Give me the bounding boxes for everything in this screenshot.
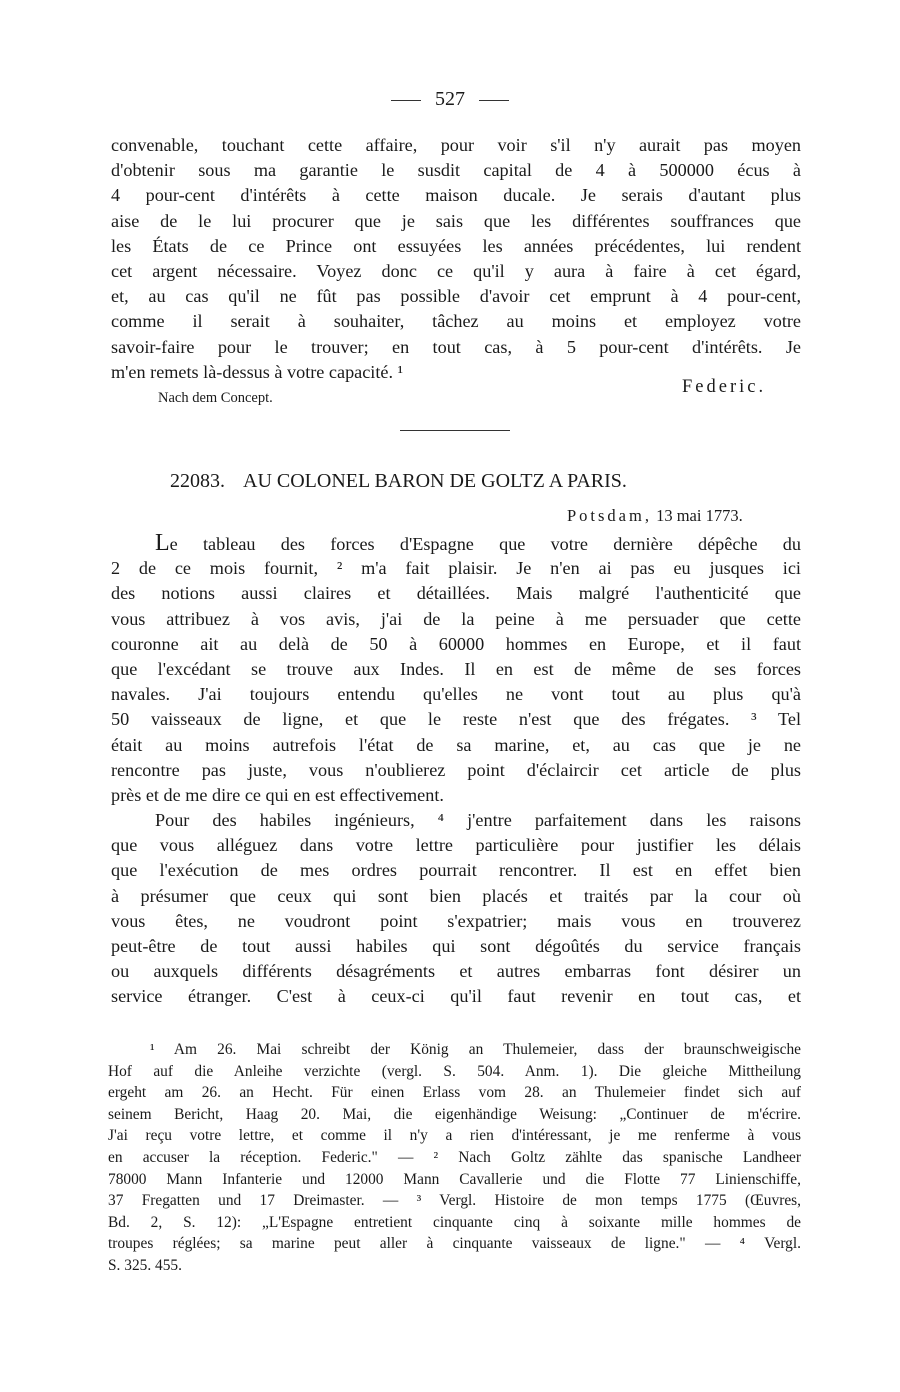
footnote-line: Bd. 2, S. 12): „L'Espagne entretient cinquante cinq à soixante mille hommes de xyxy=(108,1213,801,1231)
text-line: couronne ait au delà de 50 à 60000 hommes en Europe, et il faut xyxy=(111,633,801,654)
header-rule-left xyxy=(391,100,421,101)
text-line: Pour des habiles ingénieurs, ⁴ j'entre parfaitement dans les raisons xyxy=(155,810,801,831)
footnote-line: troupes réglées; sa marine peut aller à cinquante vaisseaux de ligne." — ⁴ Vergl. xyxy=(108,1235,801,1253)
letter-body xyxy=(111,531,801,1010)
footnote-line: seinem Bericht, Haag 20. Mai, die eigenhändige Weisung: „Continuer de m'écrire. xyxy=(108,1105,801,1123)
text-line: que l'exécution de mes ordres pourrait rencontrer. Il est en effet bien xyxy=(111,860,801,881)
header-rule-right xyxy=(479,100,509,101)
text-line: que l'excédant se trouve aux Indes. Il en est de même de ses forces xyxy=(111,658,801,679)
text-line: convenable, touchant cette affaire, pour voir s'il n'y aurait pas moyen xyxy=(111,135,801,155)
text-line: d'obtenir sous ma garantie le susdit capital de 4 à 500000 écus à xyxy=(111,160,801,181)
footnote-line: S. 325. 455. xyxy=(108,1256,182,1274)
first-line-text: e tableau des forces d'Espagne que votre dernière dépêche du xyxy=(169,534,801,554)
text-line: des notions aussi claires et détaillées. Mais malgré l'authenticité que xyxy=(111,583,801,604)
footnote-line: Hof auf die Anleihe verzichte (vergl. S. 504. Anm. 1). Die gleiche Mittheilung xyxy=(108,1062,801,1080)
footnote-line: J'ai reçu votre lettre, et comme il n'y a rien d'intéressant, je me renferme à vous xyxy=(108,1127,801,1145)
text-line: savoir-faire pour le trouver; en tout cas, à 5 pour-cent d'intérêts. Je xyxy=(111,336,801,357)
letter-dateline xyxy=(567,506,743,526)
text-line: 4 pour-cent d'intérêts à cette maison ducale. Je serais d'autant plus xyxy=(111,185,801,206)
text-line: vous êtes, ne voudront point s'expatrier; mais vous en trouverez xyxy=(111,910,801,931)
text-line: navales. J'ai toujours entendu qu'elles ne vont tout au plus qu'à xyxy=(111,684,801,705)
text-line: était au moins autrefois l'état de sa marine, et, au cas que je ne xyxy=(111,734,801,755)
text-line: et, au cas qu'il ne fût pas possible d'avoir cet emprunt à 4 pour-cent, xyxy=(111,286,801,307)
text-line: m'en remets là-dessus à votre capacité. ¹ xyxy=(111,361,404,382)
text-line: aise de le lui procurer que je sais que les différentes souffrances que xyxy=(111,210,801,231)
text-line: les États de ce Prince ont essuyées les années précédentes, lui rendent xyxy=(111,235,801,256)
letter-number: 22083. xyxy=(170,470,225,492)
text-line: ou auxquels différents désagréments et autres embarras font désirer un xyxy=(111,961,801,982)
footnote-line: ergeht am 26. an Hecht. Für einen Erlass vom 28. an Thulemeier findet sich auf xyxy=(108,1084,801,1102)
text-line: cet argent nécessaire. Voyez donc ce qu'il y aura à faire à cet égard, xyxy=(111,260,801,281)
footnote-line: ¹ Am 26. Mai schreibt der König an Thulemeier, dass der braunschweigische xyxy=(150,1041,801,1058)
section-divider xyxy=(400,430,510,431)
page-number-header xyxy=(0,88,900,111)
signature: Federic. xyxy=(682,377,767,397)
text-line: comme il serait à souhaiter, tâchez au moins et employez votre xyxy=(111,311,801,332)
text-line: à présumer que ceux qui sont bien placés et traités par la cour où xyxy=(111,885,801,906)
text-line: 2 de ce mois fournit, ² m'a fait plaisir. Je n'en ai pas eu jusques ici xyxy=(111,558,801,579)
text-line-first xyxy=(111,531,801,556)
drop-letter: L xyxy=(155,530,170,556)
text-line: peut-être de tout aussi habiles qui sont dégoûtés du service français xyxy=(111,936,801,956)
text-line: vous attribuez à vos avis, j'ai de la peine à me persuader que cette xyxy=(111,608,801,629)
footnote-line: 78000 Mann Infanterie und 12000 Mann Cavallerie und die Flotte 77 Linienschiffe, xyxy=(108,1170,801,1188)
source-note: Nach dem Concept. xyxy=(158,390,273,406)
letter-place: Potsdam, xyxy=(567,506,652,525)
text-line: rencontre pas juste, vous n'oublierez point d'éclaircir cet article de plus xyxy=(111,759,801,780)
text-line: près et de me dire ce qui en est effectivement. xyxy=(111,784,444,805)
text-line: 50 vaisseaux de ligne, et que le reste n'est que des frégates. ³ Tel xyxy=(111,709,801,730)
text-line: service étranger. C'est à ceux-ci qu'il faut revenir en tout cas, et xyxy=(111,986,801,1007)
letter-heading xyxy=(170,470,627,493)
text-line: que vous alléguez dans votre lettre particulière pour justifier les délais xyxy=(111,835,801,856)
page-number: 527 xyxy=(435,88,465,110)
letter-title: AU COLONEL BARON DE GOLTZ A PARIS. xyxy=(243,470,627,492)
footnote-line: 37 Fregatten und 17 Dreimaster. — ³ Vergl. Histoire de mon temps 1775 (Œuvres, xyxy=(108,1192,801,1210)
letter-date: 13 mai 1773. xyxy=(656,506,743,525)
footnote-line: en accuser la réception. Federic." — ² Nach Goltz zählte das spanische Landheer xyxy=(108,1148,801,1166)
letter-end-text xyxy=(111,133,801,385)
footnotes xyxy=(108,1039,801,1277)
